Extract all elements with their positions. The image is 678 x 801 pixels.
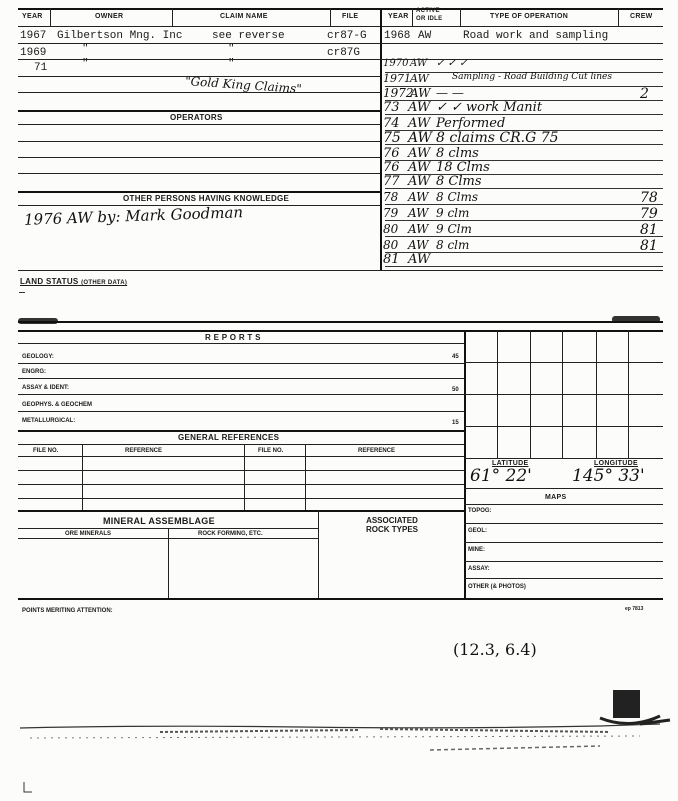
activity-year: 1971 — [383, 72, 411, 85]
divider — [330, 8, 331, 26]
rock-forming-label: ROCK FORMING, ETC. — [198, 531, 263, 537]
map-geol: GEOL: — [468, 528, 487, 534]
land-status-label: LAND STATUS (OTHER DATA) — [20, 277, 128, 286]
activity-active: AW — [408, 174, 431, 189]
rule — [18, 110, 380, 112]
report-metallurgical: METALLURGICAL: — [22, 418, 76, 424]
rule — [464, 542, 663, 543]
report-geology-num: 45 — [452, 354, 459, 360]
scan-noise-bottom — [0, 680, 678, 801]
activity-active: AW — [408, 160, 431, 175]
activity-active: AW — [408, 252, 431, 267]
activity-year: 1972 — [383, 86, 414, 100]
activity-active-1: AW — [418, 30, 432, 42]
claims-note: "Gold King Claims" — [184, 73, 303, 97]
activity-crew: 81 — [640, 238, 658, 254]
operators-title: OPERATORS — [170, 113, 223, 122]
center-divider — [380, 8, 382, 270]
latitude-value: 61° 22' — [470, 466, 532, 486]
activity-year: 73 — [383, 100, 400, 115]
form-number: ep 7813 — [625, 606, 644, 612]
activity-year: 1970 — [383, 58, 409, 69]
report-assay: ASSAY & IDENT: — [22, 385, 70, 391]
longitude-value: 145° 33' — [572, 466, 645, 486]
activity-underline — [385, 188, 663, 189]
header-claim-name: CLAIM NAME — [220, 13, 268, 20]
rule — [18, 157, 380, 158]
grid-line — [464, 458, 663, 459]
owner-year-1: 1967 — [20, 30, 47, 42]
rule — [18, 330, 663, 332]
rule — [18, 92, 380, 93]
grid-line — [464, 362, 663, 363]
activity-active: AW — [408, 190, 429, 204]
report-engrg: ENGRG: — [22, 369, 46, 375]
rule — [18, 456, 464, 457]
activity-operation: 9 Clm — [436, 222, 472, 236]
activity-active: AW — [408, 238, 429, 252]
activity-underline — [385, 204, 663, 205]
activity-operation: — — — [436, 86, 464, 100]
report-geophys: GEOPHYS. & GEOCHEM — [22, 402, 93, 408]
rule — [18, 43, 380, 44]
top-border — [18, 8, 663, 10]
owner-year-3: 71 — [34, 62, 48, 74]
rule — [18, 343, 464, 344]
activity-year: 81 — [383, 252, 400, 267]
activity-active: AW — [408, 100, 431, 115]
rule — [18, 59, 380, 60]
owner-name-1: Gilbertson Mng. Inc — [57, 30, 183, 42]
activity-operation: Performed — [436, 116, 506, 131]
activity-year: 74 — [383, 116, 400, 131]
rule — [18, 76, 380, 77]
rule — [380, 59, 663, 60]
maps-title: MAPS — [545, 494, 567, 501]
divider — [168, 528, 169, 598]
header-year: YEAR — [22, 13, 43, 20]
ref-col-file-no-1: FILE NO. — [33, 448, 59, 454]
rule — [380, 43, 663, 44]
activity-operation: 8 clm — [436, 238, 470, 252]
owner-name-2: " — [82, 43, 89, 55]
general-references-title: GENERAL REFERENCES — [178, 433, 280, 442]
activity-operation: ✓ ✓ work Manit — [436, 100, 543, 115]
ore-minerals-label: ORE MINERALS — [65, 531, 112, 537]
associated-rock-types-text: ASSOCIATED ROCK TYPES — [365, 516, 418, 534]
header-active: ACTIVE — [416, 8, 440, 14]
rule — [18, 270, 663, 271]
grid-reference: (12.3, 6.4) — [453, 640, 537, 659]
activity-underline — [385, 220, 663, 221]
owner-claim-3: " — [228, 58, 235, 70]
ref-col-reference-2: REFERENCE — [358, 448, 396, 454]
rule — [18, 470, 464, 471]
divider — [50, 8, 51, 26]
activity-operation: Sampling - Road Building Cut lines — [452, 72, 612, 82]
rule — [18, 430, 464, 432]
report-geology: GEOLOGY: — [22, 354, 54, 360]
latitude-label: LATITUDE — [492, 460, 529, 467]
rule — [18, 510, 464, 512]
rule — [464, 504, 663, 505]
divider — [618, 8, 619, 26]
activity-active: AW — [410, 86, 431, 100]
ref-col-file-no-2: FILE NO. — [258, 448, 284, 454]
grid-line — [464, 394, 663, 395]
activity-active: AW — [408, 222, 429, 236]
activity-operation: 8 claims CR.G 75 — [436, 130, 559, 146]
activity-crew: 2 — [640, 86, 649, 102]
map-mine: MINE: — [468, 547, 485, 553]
map-topog: TOPOG: — [468, 508, 492, 514]
header-file: FILE — [342, 13, 359, 20]
rule — [18, 378, 464, 379]
grid-line — [464, 426, 663, 427]
rule — [18, 321, 663, 323]
activity-year: 76 — [383, 146, 400, 161]
divider — [244, 444, 245, 510]
ref-col-reference-1: REFERENCE — [125, 448, 163, 454]
activity-operation: 8 clms — [436, 146, 479, 161]
activity-active: AW — [408, 130, 432, 146]
activity-operation: 9 clm — [436, 206, 470, 220]
divider — [412, 8, 413, 26]
longitude-label: LONGITUDE — [594, 460, 638, 467]
activity-underline — [385, 236, 663, 237]
activity-year: 80 — [383, 222, 399, 236]
activity-operation: ✓ ✓ ✓ — [436, 58, 468, 69]
rule — [18, 484, 464, 485]
mineral-assemblage-title: MINERAL ASSEMBLAGE — [103, 516, 215, 526]
activity-year: 80 — [383, 238, 399, 252]
header-year-2: YEAR — [388, 13, 409, 20]
header-or-idle: OR IDLE — [416, 16, 443, 22]
points-meriting-attention-label: POINTS MERITING ATTENTION: — [22, 608, 113, 614]
divider — [464, 330, 466, 598]
rule — [18, 141, 380, 142]
owner-claim-2: " — [228, 43, 235, 55]
activity-active: AW — [408, 116, 431, 131]
map-assay: ASSAY: — [468, 566, 490, 572]
header-type-of-operation: TYPE OF OPERATION — [490, 13, 569, 20]
activity-year: 79 — [383, 206, 399, 220]
map-other: OTHER (& PHOTOS) — [468, 584, 526, 590]
owner-year-2: 1969 — [20, 47, 47, 59]
reports-title: R E P O R T S — [205, 333, 261, 342]
rule — [18, 598, 663, 600]
activity-underline — [385, 144, 663, 145]
activity-year: 78 — [383, 190, 399, 204]
rule — [18, 394, 464, 395]
activity-operation-1: Road work and sampling — [463, 30, 609, 42]
rule — [464, 561, 663, 562]
header-crew: CREW — [630, 13, 653, 20]
divider — [305, 444, 306, 510]
owner-file-2: cr87G — [327, 47, 361, 59]
divider — [172, 8, 173, 26]
rule — [18, 444, 464, 445]
activity-operation: 8 Clms — [436, 174, 482, 189]
divider — [460, 8, 461, 26]
activity-year-1: 1968 — [384, 30, 411, 42]
rule — [18, 498, 464, 499]
activity-crew: 81 — [640, 222, 658, 238]
activity-underline — [385, 114, 663, 115]
activity-active: AW — [410, 58, 428, 69]
rule — [464, 488, 663, 489]
header-owner: OWNER — [95, 13, 124, 20]
rule — [18, 124, 380, 125]
activity-operation: 18 Clms — [436, 160, 490, 175]
tick-mark — [19, 292, 25, 293]
activity-active: AW — [408, 146, 431, 161]
activity-active: AW — [410, 72, 429, 85]
rule — [18, 191, 380, 193]
activity-year: 76 — [383, 160, 400, 175]
report-metallurgical-num: 15 — [452, 420, 459, 426]
activity-underline — [385, 266, 663, 267]
report-assay-num: 50 — [452, 387, 459, 393]
owner-name-3: " — [82, 58, 89, 70]
owner-claim-1: see reverse — [212, 30, 285, 42]
divider — [318, 510, 319, 598]
knowledge-text: 1976 AW by: Mark Goodman — [23, 203, 244, 229]
knowledge-title: OTHER PERSONS HAVING KNOWLEDGE — [123, 194, 290, 203]
associated-rock-types-label — [357, 516, 427, 534]
activity-operation: 8 Clms — [436, 190, 479, 204]
divider — [82, 444, 83, 510]
header-underline — [18, 26, 663, 27]
activity-crew: 78 — [640, 190, 658, 206]
activity-active: AW — [408, 206, 429, 220]
activity-crew: 79 — [640, 206, 658, 222]
activity-year: 75 — [383, 130, 401, 146]
rule — [464, 523, 663, 524]
activity-year: 77 — [383, 174, 400, 189]
rule — [18, 411, 464, 412]
rule — [18, 173, 380, 174]
owner-file-1: cr87-G — [327, 30, 367, 42]
rule — [18, 363, 464, 364]
rule — [464, 578, 663, 579]
